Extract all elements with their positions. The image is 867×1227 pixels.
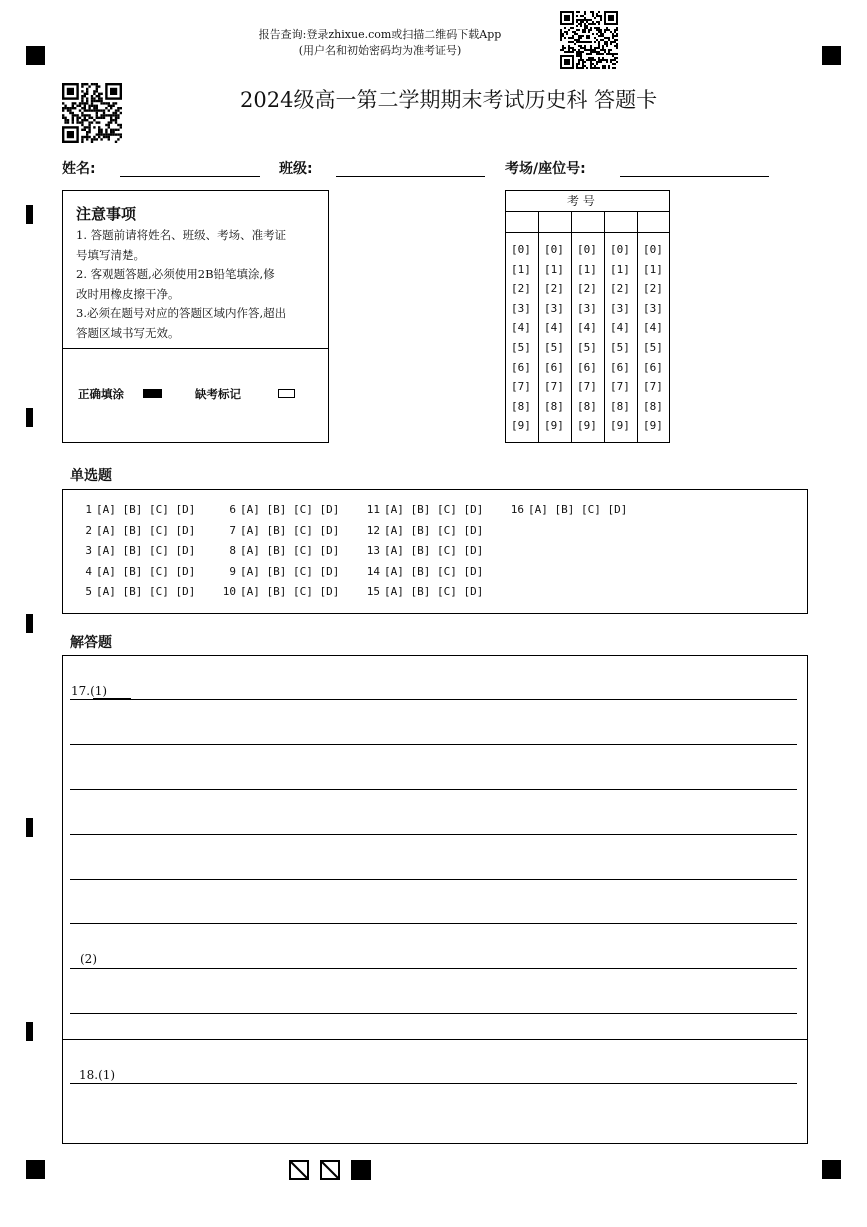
class-field[interactable] xyxy=(336,176,485,177)
option-bubbles[interactable]: [A] [B] [C] [D] xyxy=(96,523,196,537)
exam-id-digit-bubble[interactable]: [9] xyxy=(610,419,630,433)
exam-id-digit-bubble[interactable]: [3] xyxy=(511,301,531,315)
exam-id-digit-bubble[interactable]: [7] xyxy=(577,380,597,394)
login-hint-text: (用户名和初始密码均为准考证号) xyxy=(298,44,462,57)
q18-part1-label: 18.(1) xyxy=(79,1068,116,1082)
correct-fill-sample xyxy=(143,389,162,398)
exam-id-digit-bubble[interactable]: [1] xyxy=(544,262,564,276)
q18-answer-box[interactable] xyxy=(62,1039,808,1144)
page-title: 2024级高一第二学期期末考试历史科 答题卡 xyxy=(240,88,658,112)
exam-id-digit-bubble[interactable]: [8] xyxy=(511,399,531,413)
answer-section-title: 解答题 xyxy=(70,635,112,651)
exam-id-digit-bubble[interactable]: [8] xyxy=(577,399,597,413)
class-label: 班级: xyxy=(279,161,313,177)
exam-id-digit-bubble[interactable]: [0] xyxy=(577,243,597,256)
q17-part1-label: 17.(1) xyxy=(71,684,108,698)
absent-mark-label: 缺考标记 xyxy=(195,387,241,401)
exam-id-digit-bubble[interactable]: [9] xyxy=(643,419,663,433)
answer-line xyxy=(70,789,797,790)
question-number: 15 xyxy=(366,585,380,598)
option-bubbles[interactable]: [A] [B] [C] [D] xyxy=(240,523,340,537)
option-bubbles[interactable]: [A] [B] [C] [D] xyxy=(240,544,340,557)
timing-mark-side xyxy=(26,818,33,837)
choice-question-row[interactable] xyxy=(214,585,339,598)
choice-question-row[interactable] xyxy=(70,585,195,598)
option-bubbles[interactable]: [A] [B] [C] [D] xyxy=(528,503,628,516)
exam-id-title: 考 号 xyxy=(567,194,595,208)
q17-part2-label: (2) xyxy=(80,952,97,966)
exam-id-digit-bubble[interactable]: [6] xyxy=(544,360,564,374)
exam-id-digit-bubble[interactable]: [5] xyxy=(511,341,531,354)
correct-fill-label: 正确填涂 xyxy=(78,387,124,401)
exam-id-digit-bubble[interactable]: [4] xyxy=(643,321,663,335)
choice-question-row[interactable] xyxy=(214,565,339,578)
name-label: 姓名: xyxy=(62,161,96,177)
option-bubbles[interactable]: [A] [B] [C] [D] xyxy=(96,564,196,578)
page-id-filled-box xyxy=(351,1160,371,1180)
question-number: 10 xyxy=(222,585,236,598)
question-number: 9 xyxy=(229,564,236,578)
question-number: 11 xyxy=(366,503,380,516)
exam-id-digit-bubble[interactable]: [2] xyxy=(544,282,564,296)
single-choice-title: 单选题 xyxy=(70,468,112,484)
question-number: 14 xyxy=(366,564,380,578)
option-bubbles[interactable]: [A] [B] [C] [D] xyxy=(384,585,484,598)
divider xyxy=(505,211,670,212)
exam-id-digit-bubble[interactable]: [8] xyxy=(610,399,630,413)
choice-question-row[interactable] xyxy=(358,544,483,557)
option-bubbles[interactable]: [A] [B] [C] [D] xyxy=(384,503,484,516)
notice-line: 号填写清楚。 xyxy=(76,248,145,262)
exam-id-digit-bubble[interactable]: [1] xyxy=(643,262,663,276)
exam-id-digit-bubble[interactable]: [7] xyxy=(610,380,630,394)
qr-code-icon xyxy=(560,11,618,69)
timing-mark-side xyxy=(26,205,33,224)
exam-id-digit-bubble[interactable]: [8] xyxy=(643,399,663,413)
choice-question-row[interactable] xyxy=(214,503,339,516)
notice-line: 改时用橡皮擦干净。 xyxy=(76,287,180,301)
exam-id-digit-bubble[interactable]: [5] xyxy=(643,341,663,354)
option-bubbles[interactable]: [A] [B] [C] [D] xyxy=(240,585,340,598)
divider xyxy=(505,232,670,233)
exam-id-digit-bubble[interactable]: [3] xyxy=(643,301,663,315)
exam-id-digit-bubble[interactable]: [0] xyxy=(643,243,663,256)
option-bubbles[interactable]: [A] [B] [C] [D] xyxy=(96,585,196,598)
exam-id-digit-bubble[interactable]: [4] xyxy=(610,321,630,335)
exam-id-digit-bubble[interactable]: [9] xyxy=(544,419,564,433)
notice-title: 注意事项 xyxy=(76,205,137,223)
answer-line xyxy=(70,1083,797,1084)
exam-id-digit-bubble[interactable]: [6] xyxy=(610,360,630,374)
exam-id-digit-bubble[interactable]: [3] xyxy=(544,301,564,315)
question-number: 8 xyxy=(229,544,236,557)
exam-id-digit-bubble[interactable]: [7] xyxy=(511,380,531,394)
option-bubbles[interactable]: [A] [B] [C] [D] xyxy=(384,564,484,578)
option-bubbles[interactable]: [A] [B] [C] [D] xyxy=(96,544,196,557)
question-number: 16 xyxy=(510,503,524,516)
exam-id-digit-bubble[interactable]: [4] xyxy=(577,321,597,335)
option-bubbles[interactable]: [A] [B] [C] [D] xyxy=(384,544,484,557)
exam-id-digit-bubble[interactable]: [1] xyxy=(610,262,630,276)
question-number: 1 xyxy=(85,503,92,516)
exam-id-digit-bubble[interactable]: [7] xyxy=(643,380,663,394)
room-seat-field[interactable] xyxy=(620,176,769,177)
answer-line xyxy=(70,923,797,924)
exam-id-digit-bubble[interactable]: [6] xyxy=(643,360,663,374)
exam-id-digit-bubble[interactable]: [2] xyxy=(643,282,663,296)
question-number: 6 xyxy=(229,503,236,516)
choice-question-row[interactable] xyxy=(358,565,483,578)
notice-line: 答题区域书写无效。 xyxy=(76,326,180,340)
question-number: 3 xyxy=(85,544,92,557)
exam-id-digit-bubble[interactable]: [1] xyxy=(511,262,531,276)
exam-id-digit-bubble[interactable]: [0] xyxy=(544,243,564,256)
answer-line xyxy=(70,744,797,745)
answer-line xyxy=(70,1013,797,1014)
qr-code-icon xyxy=(62,83,122,143)
exam-id-digit-bubble[interactable]: [2] xyxy=(511,282,531,296)
exam-id-column-divider xyxy=(604,211,605,443)
exam-id-column-divider xyxy=(538,211,539,443)
choice-question-row[interactable] xyxy=(358,524,483,537)
exam-id-digit-bubble[interactable]: [2] xyxy=(577,282,597,296)
choice-question-row[interactable] xyxy=(358,503,483,516)
choice-question-row[interactable] xyxy=(214,544,339,557)
option-bubbles[interactable]: [A] [B] [C] [D] xyxy=(384,523,484,537)
notice-line: 2. 客观题答题,必须使用2B铅笔填涂,修 xyxy=(76,267,275,281)
timing-mark-bottom-left xyxy=(26,1160,45,1179)
exam-id-digit-bubble[interactable]: [8] xyxy=(544,399,564,413)
choice-question-row[interactable] xyxy=(214,524,339,537)
timing-mark-side xyxy=(26,1022,33,1041)
choice-question-row[interactable] xyxy=(70,544,195,557)
option-bubbles[interactable]: [A] [B] [C] [D] xyxy=(240,503,340,516)
exam-id-digit-bubble[interactable]: [3] xyxy=(577,301,597,315)
exam-id-digit-bubble[interactable]: [5] xyxy=(577,341,597,354)
notice-line: 1. 答题前请将姓名、班级、考场、准考证 xyxy=(76,228,287,242)
report-query-text: 报告查询:登录zhixue.com或扫描二维码下载App xyxy=(258,28,502,41)
exam-id-column-divider xyxy=(571,211,572,443)
answer-line xyxy=(70,699,797,700)
page-id-hatched-box xyxy=(289,1160,309,1180)
question-number: 5 xyxy=(85,585,92,598)
exam-id-digit-bubble[interactable]: [1] xyxy=(577,262,597,276)
question-number: 2 xyxy=(85,523,92,537)
name-field[interactable] xyxy=(120,176,260,177)
exam-id-digit-bubble[interactable]: [4] xyxy=(511,321,531,335)
page-id-hatched-box xyxy=(320,1160,340,1180)
question-number: 12 xyxy=(366,523,380,537)
exam-id-digit-bubble[interactable]: [6] xyxy=(511,360,531,374)
timing-mark-top-left xyxy=(26,46,45,65)
exam-id-digit-bubble[interactable]: [7] xyxy=(544,380,564,394)
exam-id-digit-bubble[interactable]: [4] xyxy=(544,321,564,335)
exam-id-digit-bubble[interactable]: [5] xyxy=(544,341,564,354)
notice-line: 3.必须在题号对应的答题区域内作答,超出 xyxy=(76,306,287,320)
choice-question-row[interactable] xyxy=(358,585,483,598)
choice-question-row[interactable] xyxy=(70,565,195,578)
timing-mark-side xyxy=(26,614,33,633)
question-number: 7 xyxy=(229,523,236,537)
choice-question-row[interactable] xyxy=(70,524,195,537)
answer-line xyxy=(70,879,797,880)
exam-id-digit-bubble[interactable]: [9] xyxy=(511,419,531,433)
divider xyxy=(62,348,329,349)
timing-mark-bottom-right xyxy=(822,1160,841,1179)
room-seat-label: 考场/座位号: xyxy=(505,161,586,177)
option-bubbles[interactable]: [A] [B] [C] [D] xyxy=(240,564,340,578)
exam-id-digit-bubble[interactable]: [3] xyxy=(610,301,630,315)
exam-id-digit-bubble[interactable]: [6] xyxy=(577,360,597,374)
answer-line xyxy=(70,968,797,969)
exam-id-column-divider xyxy=(637,211,638,443)
question-number: 13 xyxy=(366,544,380,557)
answer-line xyxy=(70,834,797,835)
exam-id-digit-bubble[interactable]: [5] xyxy=(610,341,630,354)
choice-question-row[interactable] xyxy=(70,503,195,516)
exam-id-digit-bubble[interactable]: [2] xyxy=(610,282,630,296)
choice-question-row[interactable] xyxy=(502,503,627,516)
option-bubbles[interactable]: [A] [B] [C] [D] xyxy=(96,503,196,516)
timing-mark-side xyxy=(26,408,33,427)
question-number: 4 xyxy=(85,564,92,578)
exam-id-digit-bubble[interactable]: [9] xyxy=(577,419,597,433)
absent-mark-checkbox[interactable] xyxy=(278,389,295,398)
exam-id-digit-bubble[interactable]: [0] xyxy=(610,243,630,256)
exam-id-digit-bubble[interactable]: [0] xyxy=(511,243,531,256)
timing-mark-top-right xyxy=(822,46,841,65)
q17-answer-box[interactable] xyxy=(62,655,808,1040)
